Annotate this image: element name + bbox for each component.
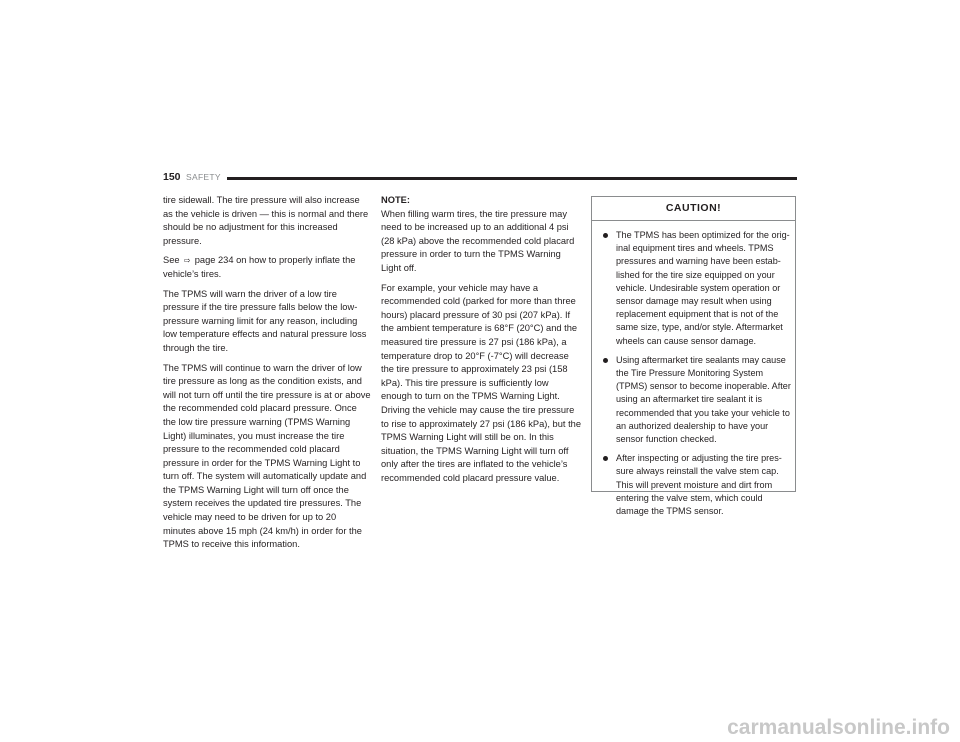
caution-item (601, 229, 791, 348)
page-reference-link[interactable]: page 234 on how to properly inflate the vehicle’s tires. (163, 255, 356, 279)
bullet-icon (603, 456, 608, 461)
text-column-left (163, 194, 371, 558)
caution-box (591, 196, 796, 517)
text-column-middle (381, 194, 581, 491)
paragraph: The TPMS will warn the driver of a low tire pressure if the tire pressure falls below the low-pressure warning limit for any reason, including low temperature effects and natural pressure loss through the tire. (163, 288, 367, 353)
paragraph: For example, your vehicle may have a recommended cold (parked for more than three hours) placard pressure of 30 psi (207 kPa). If the ambient temperature is 68°F (20°C) and the measured tire pressure is 27 psi (186 kPa), a temperature drop to 20°F (-7°C) will decrease the tire pressure to approximately 23 psi (158 kPa). This tire pressure is sufficiently low enough to turn on the TPMS Warning Light. Driving the vehicle may cause the tire pressure to rise to approximately 27 psi (186 kPa), but the TPMS Warning Light will still be on. In this situation, the TPMS Warning Light will turn off only after the tires are inflated to the vehicle’s recommended cold placard pressure value. (381, 282, 581, 483)
page-number: 150 (163, 171, 181, 183)
page-header (163, 171, 797, 185)
caution-item (601, 354, 791, 446)
see-label: See (163, 255, 180, 266)
header-rule (227, 177, 797, 180)
caution-item-text: After inspecting or adjusting the tire pres-sure always reinstall the valve stem cap. This will prevent moisture and dirt from entering the valve stem, which could damage the TPMS sensor. (616, 453, 782, 517)
paragraph: tire sidewall. The tire pressure will also increase as the vehicle is driven — this is normal and there should be no adjustment for this increased pressure. (163, 195, 369, 246)
paragraph: The TPMS will continue to warn the driver of low tire pressure as long as the condition exists, and will not turn off until the tire pressure is at or above the recommended cold placard pressure. Once the low tire pressure warning (TPMS Warning Light) illuminates, you must increase the tire pressure to the recommended cold placard pressure in order for the TPMS Warning Light to turn off. The system will automatically update and the TPMS Warning Light will turn off once the system receives the updated tire pressures. The vehicle may need to be driven for up to 20 minutes above 15 mph (24 km/h) in order for the TPMS to receive this information. (163, 362, 371, 550)
caution-title: CAUTION! (592, 197, 795, 221)
caution-item-text: Using aftermarket tire sealants may cause the Tire Pressure Monitoring System (TPMS) sensor to become inoperable. After using an aftermarket tire sealant it is recommended that you take your vehicle to an authorized dealership to have your sensor function checked. (616, 354, 791, 445)
note-block (381, 194, 581, 276)
arrow-right-icon: ⇨ (183, 256, 191, 266)
caution-list (592, 221, 795, 518)
page-reference-paragraph (163, 254, 371, 281)
note-text: When filling warm tires, the tire pressure may need to be increased up to an additional 4 psi (28 kPa) above the recommended cold placard pressure in order to turn the TPMS Warning Light off. (381, 208, 575, 273)
caution-item-text: The TPMS has been optimized for the orig-inal equipment tires and wheels. TPMS pressures and warning have been estab-lished for the tire size equipped on your vehicle. Undesirable system operation or sensor damage may result when using replacement equipment that is not of the same size, type, and/or style. Aftermarket wheels can cause sensor damage. (616, 230, 790, 346)
caution-item (601, 452, 791, 518)
bullet-icon (603, 358, 608, 363)
section-title: SAFETY (186, 172, 221, 182)
watermark[interactable]: carmanualsonline.info (610, 714, 960, 742)
note-label: NOTE: (381, 195, 410, 205)
bullet-icon (603, 233, 608, 238)
